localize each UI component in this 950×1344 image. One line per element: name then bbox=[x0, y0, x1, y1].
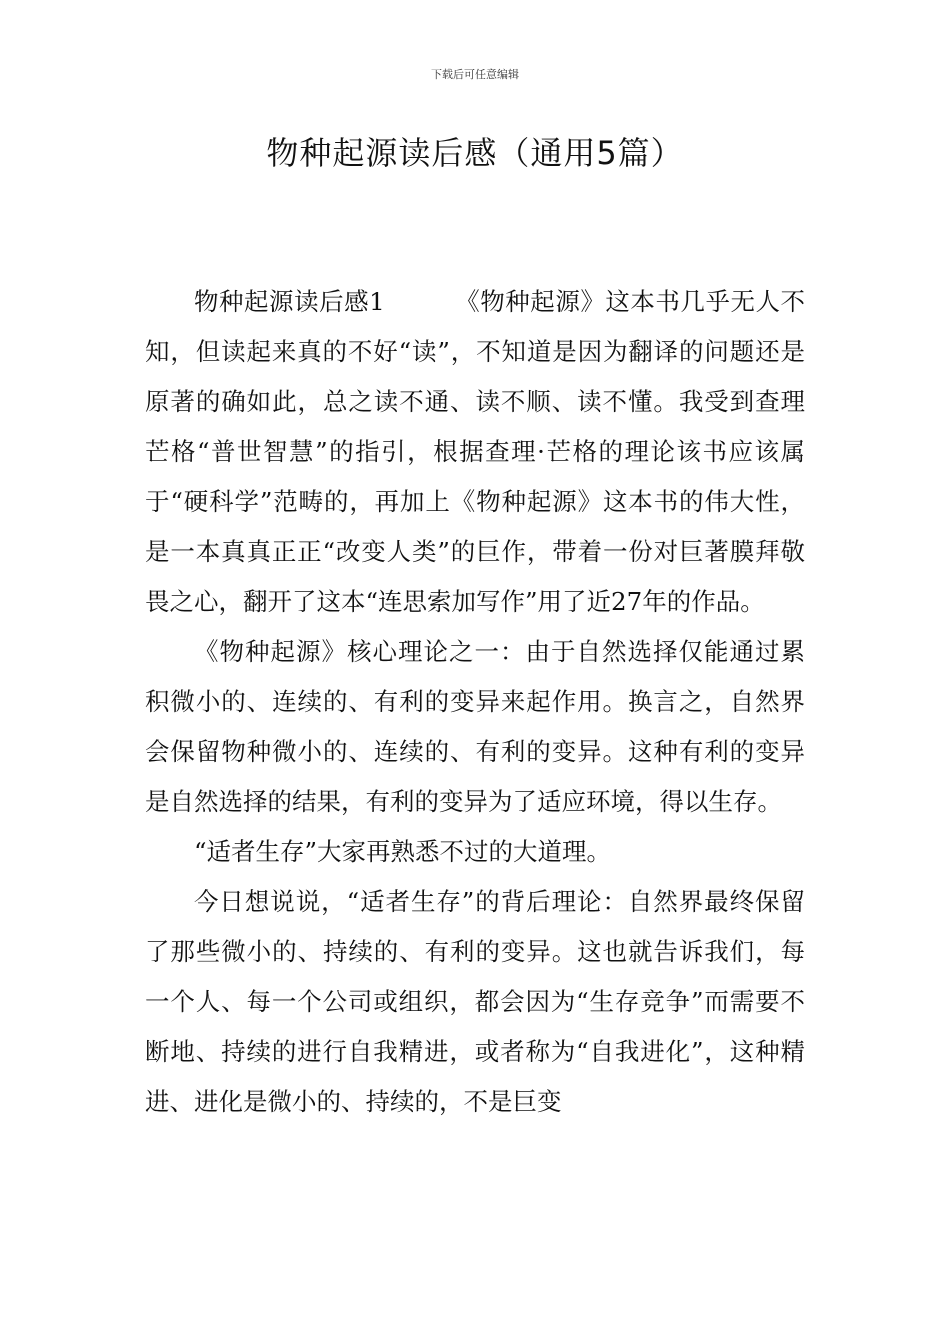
document-body bbox=[145, 277, 805, 1127]
paragraph-1-text: 《物种起源》这本书几乎无人不知，但读起来真的不好“读”，不知道是因为翻译的问题还是原著的确如此，总之读不通、读不顺、读不懂。我受到查理芒格“普世智慧”的指引，根据查理·芒格的理论该书应该属于“硬科学”范畴的，再加上《物种起源》这本书的伟大性，是一本真真正正“改变人类”的巨作，带着一份对巨著膜拜敬畏之心，翻开了这本“连思索加写作”用了近27年的作品。 bbox=[145, 287, 806, 616]
paragraph-2: 《物种起源》核心理论之一：由于自然选择仅能通过累积微小的、连续的、有利的变异来起作用。换言之，自然界会保留物种微小的、连续的、有利的变异。这种有利的变异是自然选择的结果，有利的变异为了适应环境，得以生存。 bbox=[145, 637, 805, 816]
paragraph-1 bbox=[145, 277, 805, 627]
section-heading: 物种起源读后感1 bbox=[194, 287, 385, 316]
paragraph-4: 今日想说说，“适者生存”的背后理论：自然界最终保留了那些微小的、持续的、有利的变异。这也就告诉我们，每一个人、每一个公司或组织，都会因为“生存竞争”而需要不断地、持续的进行自我精进，或者称为“自我进化”，这种精进、进化是微小的、持续的，不是巨变 bbox=[145, 887, 805, 1116]
paragraph-3: “适者生存”大家再熟悉不过的大道理。 bbox=[194, 837, 612, 866]
document-title: 物种起源读后感（通用5篇） bbox=[266, 134, 684, 172]
header-note: 下载后可任意编辑 bbox=[431, 68, 519, 81]
